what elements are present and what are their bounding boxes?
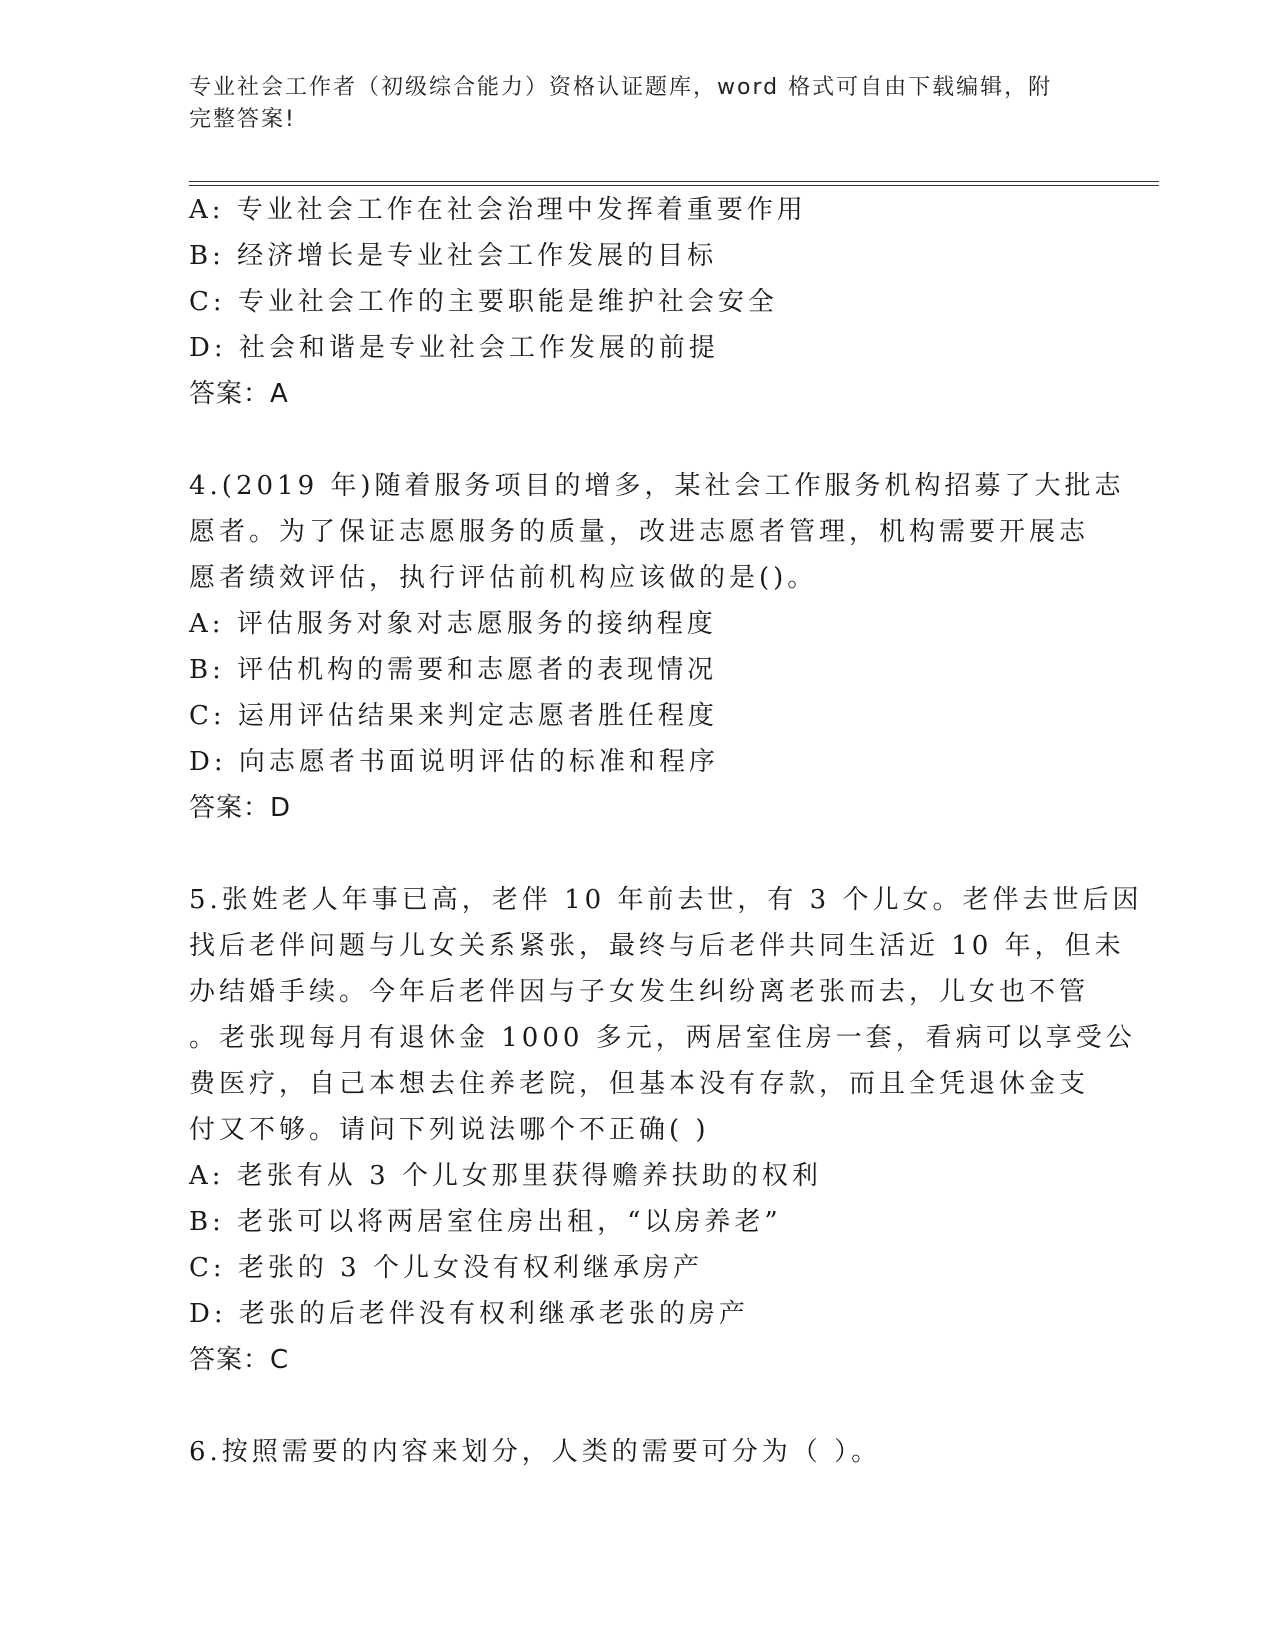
option-d: D: 向志愿者书面说明评估的标准和程序	[189, 747, 719, 777]
option-b: B: 经济增长是专业社会工作发展的目标	[189, 241, 718, 271]
header-divider	[189, 185, 1159, 186]
option-c: C: 专业社会工作的主要职能是维护社会安全	[189, 287, 778, 317]
spacer	[189, 831, 1089, 877]
option-b: B: 老张可以将两居室住房出租，“以房养老”	[189, 1207, 782, 1237]
question-5	[189, 877, 1143, 1383]
answer-line: 答案：C	[189, 1345, 290, 1375]
answer-line: 答案：D	[189, 793, 292, 823]
question-stem-line: 付又不够。请问下列说法哪个不正确( )	[189, 1115, 710, 1145]
question-stem-line: 5.张姓老人年事已高，老伴 10 年前去世，有 3 个儿女。老伴去世后因	[189, 885, 1143, 915]
option-c: C: 运用评估结果来判定志愿者胜任程度	[189, 701, 718, 731]
spacer	[189, 1383, 1089, 1429]
option-a: A: 评估服务对象对志愿服务的接纳程度	[189, 609, 717, 639]
option-d: D: 社会和谐是专业社会工作发展的前提	[189, 333, 719, 363]
question-stem-line: 。老张现每月有退休金 1000 多元，两居室住房一套，看病可以享受公	[189, 1023, 1136, 1053]
question-stem-line: 办结婚手续。今年后老伴因与子女发生纠纷离老张而去，儿女也不管	[189, 977, 1090, 1007]
option-b: B: 评估机构的需要和志愿者的表现情况	[189, 655, 718, 685]
question-stem-line: 费医疗，自己本想去住养老院，但基本没有存款，而且全凭退休金支	[189, 1069, 1090, 1099]
answer-line: 答案：A	[189, 379, 289, 409]
option-a: A: 老张有从 3 个儿女那里获得赡养扶助的权利	[189, 1161, 822, 1191]
question-stem-line: 找后老伴问题与儿女关系紧张，最终与后老伴共同生活近 10 年，但未	[189, 931, 1125, 961]
question-4	[189, 463, 1125, 831]
question-stem-line: 6.按照需要的内容来划分，人类的需要可分为（ ）。	[189, 1437, 882, 1467]
question-stem-line: 愿者。为了保证志愿服务的质量，改进志愿者管理，机构需要开展志	[189, 517, 1090, 547]
page-header	[189, 72, 1089, 136]
spacer	[189, 417, 1089, 463]
option-a: A: 专业社会工作在社会治理中发挥着重要作用	[189, 195, 807, 225]
option-c: C: 老张的 3 个儿女没有权利继承房产	[189, 1253, 703, 1283]
question-stem-line: 愿者绩效评估，执行评估前机构应该做的是()。	[189, 563, 818, 593]
header-line: 专业社会工作者（初级综合能力）资格认证题库，word 格式可自由下载编辑，附	[189, 75, 1053, 100]
option-d: D: 老张的后老伴没有权利继承老张的房产	[189, 1299, 749, 1329]
header-divider	[189, 181, 1159, 182]
question-list	[189, 187, 1143, 1475]
question-stem-line: 4.(2019 年)随着服务项目的增多，某社会工作服务机构招募了大批志	[189, 471, 1125, 501]
question-6	[189, 1429, 1089, 1475]
header-line: 完整答案!	[189, 107, 296, 132]
question-3	[189, 187, 1089, 417]
